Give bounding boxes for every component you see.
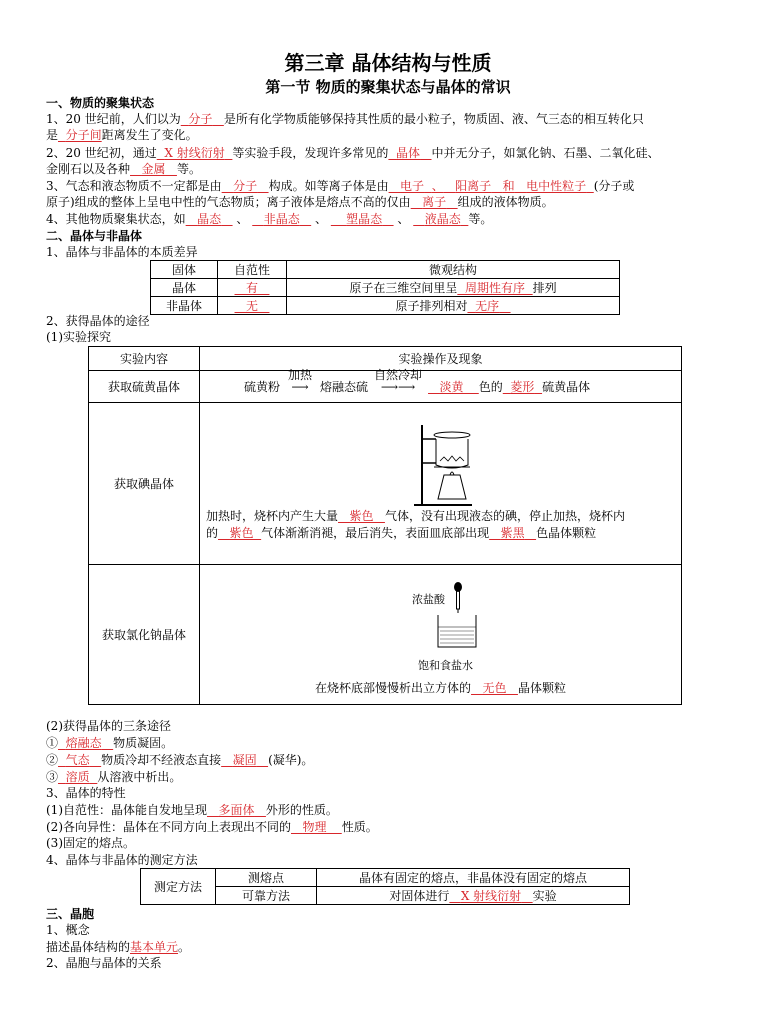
difference-table: [150, 260, 620, 315]
sub-experiment: (1)实验探究: [46, 330, 111, 344]
arrow-icon: ⟶⟶: [380, 380, 416, 394]
table1-header-structure: 微观结构: [287, 261, 620, 279]
para-2-line-1: 2、20 世纪初，通过 X 射线衍射 等实验手段，发现许多常见的 晶体 中并无分子，如氯化钠、石墨、二氧化硅、: [46, 146, 660, 160]
chapter-title: 第三章 晶体结构与性质: [284, 51, 492, 75]
concept-text: 描述晶体结构的基本单元。: [46, 940, 191, 954]
table1-header-solid: 固体: [151, 261, 218, 279]
table2-sulfur-label: 获取硫黄晶体: [89, 371, 200, 403]
conc-hcl-label: 浓盐酸: [412, 593, 445, 606]
experiment-table: [88, 346, 682, 705]
para-1-line-2: 是 分子间距离发生了变化。: [46, 128, 198, 142]
way-1: ① 熔融态 物质凝固。: [46, 736, 174, 750]
table2-nacl-procedure: 浓盐酸 饱和食盐水 在烧杯底部慢慢析出立方体的 无色 晶体颗粒: [200, 565, 682, 705]
cool-condition: 自然冷却: [374, 368, 423, 382]
heading-aggregation-state: 一、物质的聚集状态: [46, 96, 155, 110]
way-2: ② 气态 物质冷却不经液态直接 凝固 (凝华)。: [46, 753, 314, 767]
para-1-line-1: 1、20 世纪前，人们以为 分子 是所有化学物质能够保持其性质的最小粒子，物质固、液、气三态的相互转化只: [46, 112, 644, 126]
way-3: ③ 溶质 从溶液中析出。: [46, 770, 182, 784]
sub-essential-difference: 1、晶体与非晶体的本质差异: [46, 245, 198, 259]
sub-measurement: 4、晶体与非晶体的测定方法: [46, 853, 198, 867]
table3-method: 测定方法: [141, 869, 216, 905]
table3-melting-point: 测熔点: [216, 869, 317, 887]
feature-2: (2)各向异性：晶体在不同方向上表现出不同的 物理 性质。: [46, 820, 378, 834]
table3-melting-point-desc: 晶体有固定的熔点，非晶体没有固定的熔点: [317, 869, 630, 887]
heat-condition: 加热: [288, 368, 313, 382]
sub-three-ways: (2)获得晶体的三条途径: [46, 719, 171, 733]
table1-crystal-self-shaping: 有: [218, 279, 287, 297]
para-4: 4、其他物质聚集状态，如 晶态 、 非晶态 、 塑晶态 、 液晶态 等。: [46, 212, 493, 226]
saturated-brine-label: 饱和食盐水: [418, 659, 473, 672]
table3-reliable: 可靠方法: [216, 887, 317, 905]
para-2-line-2: 金刚石以及各种 金属 等。: [46, 162, 201, 176]
table1-crystal-structure: 原子在三维空间里呈 周期性有序 排列: [287, 279, 620, 297]
table1-amorphous-structure: 原子排列相对 无序: [287, 297, 620, 315]
table3-reliable-desc: 对固体进行 X 射线衍射 实验: [317, 887, 630, 905]
feature-3: (3)固定的熔点。: [46, 836, 135, 850]
sub-relation: 2、晶胞与晶体的关系: [46, 956, 162, 970]
table2-iodine-label: 获取碘晶体: [89, 403, 200, 565]
table1-amorphous: 非晶体: [151, 297, 218, 315]
heading-crystal-vs-amorphous: 二、晶体与非晶体: [46, 229, 143, 243]
para-3-line-1: 3、气态和液态物质不一定都是由 分子 构成。如等离子体是由 电子 、 阳离子 和 电中性粒子 (分子或: [46, 179, 635, 193]
para-3-line-2: 原子)组成的整体上呈电中性的气态物质；离子液体是熔点不高的仅由 离子 组成的液体物质。: [46, 195, 554, 209]
table1-header-self-shaping: 自范性: [218, 261, 287, 279]
sub-characteristics: 3、晶体的特性: [46, 786, 126, 800]
sub-concept: 1、概念: [46, 923, 90, 937]
table2-sulfur-procedure: 硫黄粉 加热 ⟶ 熔融态硫 自然冷却 ⟶⟶ 淡黄 色的 菱形 硫黄晶体: [200, 371, 682, 403]
section-title: 第一节 物质的聚集状态与晶体的常识: [265, 78, 511, 96]
feature-1: (1)自范性：晶体能自发地呈现 多面体 外形的性质。: [46, 803, 338, 817]
table2-iodine-procedure: 加热时，烧杯内产生大量 紫色 气体，没有出现液态的碘，停止加热，烧杯内 的 紫色 气体渐渐消褪，最后消失，表面皿底部出现 紫黑 色晶体颗粒: [200, 403, 682, 565]
arrow-icon: ⟶: [291, 380, 309, 394]
table2-header-content: 实验内容: [89, 347, 200, 371]
table1-crystal: 晶体: [151, 279, 218, 297]
heading-unit-cell: 三、晶胞: [46, 907, 95, 921]
measurement-table: [140, 868, 630, 905]
sub-obtaining-crystals: 2、获得晶体的途径: [46, 314, 150, 328]
dropper-beaker-illustration: [432, 581, 482, 651]
table1-amorphous-self-shaping: 无: [218, 297, 287, 315]
iodine-apparatus-illustration: [414, 423, 474, 509]
table2-nacl-label: 获取氯化钠晶体: [89, 565, 200, 705]
table2-header-operation: 实验操作及现象: [200, 347, 682, 371]
